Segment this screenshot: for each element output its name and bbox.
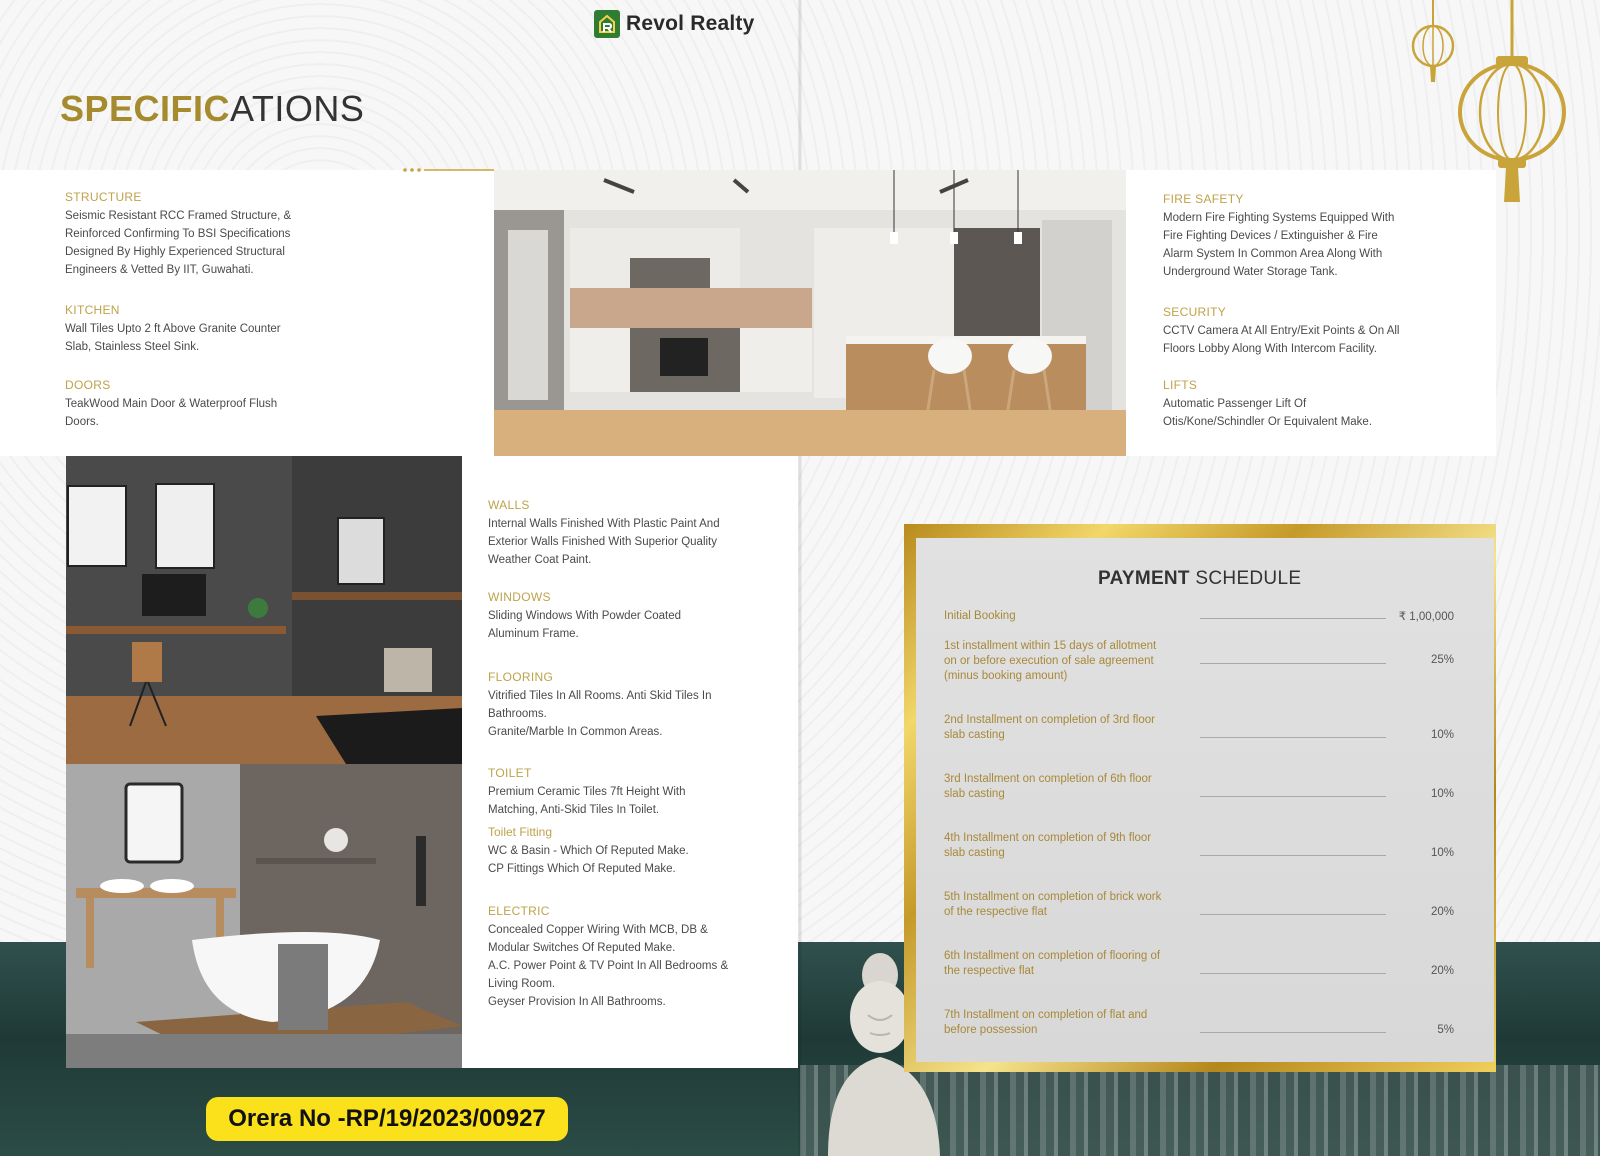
spec-structure [65, 190, 345, 279]
page-title [60, 88, 364, 130]
spec-heading: WALLS [488, 498, 530, 512]
spec-flooring [488, 670, 788, 741]
brand-logo [594, 8, 754, 40]
kitchen-photo [494, 170, 1126, 456]
payment-label: Initial Booking [944, 610, 1016, 622]
payment-title-rest: SCHEDULE [1189, 568, 1302, 589]
payment-value: 10% [1430, 847, 1454, 859]
payment-label: 1st installment within 15 days of allotment on or before execution of sale agreement (minus booking amount) [944, 640, 1157, 682]
spec-heading: ELECTRIC [488, 904, 550, 918]
spec-body: Wall Tiles Upto 2 ft Above Granite Counter Slab, Stainless Steel Sink. [65, 323, 281, 353]
spec-heading: LIFTS [1163, 378, 1198, 392]
spec-heading: KITCHEN [65, 303, 120, 317]
spec-lifts [1163, 378, 1463, 431]
payment-row [944, 713, 1454, 753]
spec-body: CCTV Camera At All Entry/Exit Points & On All Floors Lobby Along With Intercom Facility. [1163, 325, 1400, 355]
payment-divider [1200, 737, 1386, 738]
spec-heading: SECURITY [1163, 305, 1227, 319]
payment-row [944, 609, 1454, 629]
small-lantern-icon [1408, 0, 1458, 86]
spec-body: Premium Ceramic Tiles 7ft Height With Matching, Anti-Skid Tiles In Toilet. [488, 786, 686, 816]
payment-title [1098, 568, 1301, 590]
payment-value: 10% [1430, 729, 1454, 741]
spec-toilet [488, 766, 788, 878]
spec-windows [488, 590, 788, 643]
bathroom-photo [66, 764, 462, 1068]
payment-divider [1200, 618, 1386, 619]
title-rest: ATIONS [230, 88, 365, 129]
spec-body: Automatic Passenger Lift Of Otis/Kone/Schindler Or Equivalent Make. [1163, 398, 1373, 428]
spec-body: Modern Fire Fighting Systems Equipped With Fire Fighting Devices / Extinguisher & Fire Alarm System In Common Area Along With Underground Water Storage Tank. [1163, 212, 1395, 278]
payment-value: 20% [1430, 965, 1454, 977]
spec-subbody: WC & Basin - Which Of Reputed Make. CP Fittings Which Of Reputed Make. [488, 845, 689, 875]
payment-row [944, 831, 1454, 871]
payment-label: 7th Installment on completion of flat and before possession [944, 1009, 1148, 1036]
spec-heading: FLOORING [488, 670, 554, 684]
payment-value: ₹ 1,00,000 [1398, 611, 1454, 623]
spec-heading: WINDOWS [488, 590, 551, 604]
payment-title-bold: PAYMENT [1098, 568, 1190, 589]
payment-label: 2nd Installment on completion of 3rd floor slab casting [944, 714, 1155, 741]
payment-label: 3rd Installment on completion of 6th floor slab casting [944, 773, 1152, 800]
spec-walls [488, 498, 788, 569]
study-room-photo [66, 456, 462, 764]
spec-fire-safety [1163, 192, 1463, 281]
spec-body: TeakWood Main Door & Waterproof Flush Doors. [65, 398, 278, 428]
spec-body: Vitrified Tiles In All Rooms. Anti Skid Tiles In Bathrooms. Granite/Marble In Common Areas. [488, 690, 712, 738]
payment-divider [1200, 973, 1386, 974]
brand-name: Revol Realty [626, 12, 755, 35]
title-bold: SPECIFIC [60, 88, 231, 129]
spec-body: Internal Walls Finished With Plastic Paint And Exterior Walls Finished With Superior Quality Weather Coat Paint. [488, 518, 720, 566]
payment-row [944, 1008, 1454, 1048]
payment-label: 4th Installment on completion of 9th floor slab casting [944, 832, 1152, 859]
spec-heading: TOILET [488, 766, 532, 780]
payment-row [944, 772, 1454, 812]
orera-registration-badge: Orera No -RP/19/2023/00927 [206, 1097, 568, 1141]
spec-security [1163, 305, 1463, 358]
spec-heading: STRUCTURE [65, 190, 142, 204]
spec-electric [488, 904, 788, 1011]
spec-body: Seismic Resistant RCC Framed Structure, & Reinforced Confirming To BSI Specifications Designed By Highly Experienced Structural Engineers & Vetted By IIT, Guwahati. [65, 210, 292, 276]
dotted-line-decoration [402, 166, 494, 174]
spec-kitchen [65, 303, 345, 356]
payment-label: 5th Installment on completion of brick work of the respective flat [944, 891, 1162, 918]
payment-label: 6th Installment on completion of flooring of the respective flat [944, 950, 1161, 977]
payment-divider [1200, 663, 1386, 664]
spec-doors [65, 378, 345, 431]
payment-row [944, 890, 1454, 930]
payment-divider [1200, 855, 1386, 856]
payment-value: 25% [1430, 654, 1454, 666]
payment-divider [1200, 796, 1386, 797]
spec-body: Sliding Windows With Powder Coated Aluminum Frame. [488, 610, 682, 640]
payment-divider [1200, 914, 1386, 915]
payment-value: 20% [1430, 906, 1454, 918]
payment-divider [1200, 1032, 1386, 1033]
payment-value: 5% [1437, 1024, 1454, 1036]
spec-heading: DOORS [65, 378, 111, 392]
payment-row [944, 949, 1454, 989]
spec-heading: FIRE SAFETY [1163, 192, 1244, 206]
house-logo-icon [594, 10, 620, 38]
spec-body: Concealed Copper Wiring With MCB, DB & Modular Switches Of Reputed Make. A.C. Power Point & TV Point In All Bedrooms & Living Room. Geyser Provision In All Bathrooms. [488, 924, 729, 1008]
spec-subheading: Toilet Fitting [488, 825, 553, 839]
payment-value: 10% [1430, 788, 1454, 800]
payment-row [944, 639, 1454, 689]
